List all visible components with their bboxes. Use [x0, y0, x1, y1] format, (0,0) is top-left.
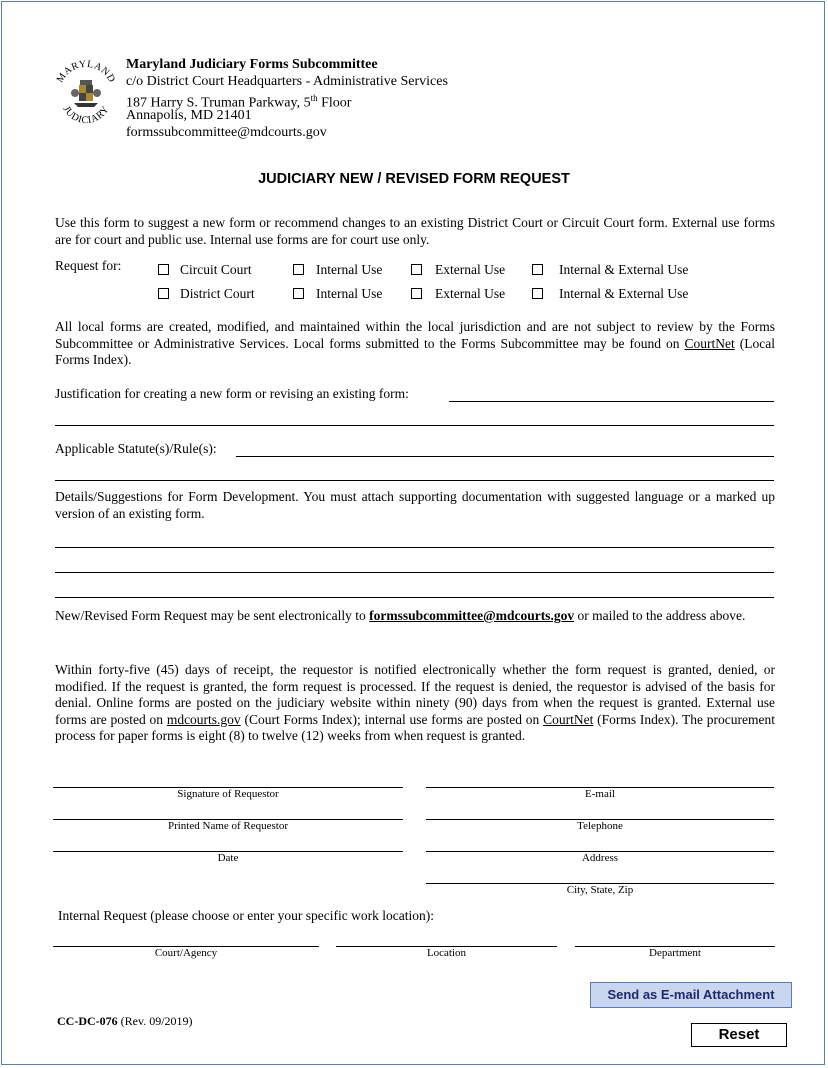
reset-button[interactable]: Reset: [691, 1023, 787, 1047]
courtnet-link[interactable]: CourtNet: [684, 335, 735, 351]
label-district-court: District Court: [180, 286, 255, 301]
checkbox-district-both[interactable]: [532, 288, 543, 299]
send-email-attachment-button[interactable]: Send as E-mail Attachment: [590, 982, 792, 1008]
statute-label: Applicable Statute(s)/Rule(s):: [55, 441, 217, 456]
checkbox-district-external[interactable]: [411, 288, 422, 299]
send-note-post: or mailed to the address above.: [574, 608, 746, 623]
send-note-pre: New/Revised Form Request may be sent electronically to: [55, 608, 370, 623]
local-forms-body: All local forms are created, modified, and maintained within the local jurisdiction and are not subject to review by the Forms Subcommittee or Administrative Services. Local forms submitted to the Forms Subcommittee may be found on: [55, 319, 775, 351]
label-circuit-external: External Use: [435, 262, 506, 277]
checkbox-district-internal[interactable]: [293, 288, 304, 299]
org-name: Maryland Judiciary Forms Subcommittee: [126, 57, 378, 72]
process-text: [55, 662, 775, 745]
header-line4: Annapolis, MD 21401: [126, 108, 252, 123]
checkbox-circuit-external[interactable]: [411, 264, 422, 275]
local-forms-text: [55, 319, 775, 369]
details-label: Details/Suggestions for Form Development. You must attach supporting documentation with suggested language or a marked up version of an existing form.: [55, 489, 775, 521]
svg-text:JUDICIARY: [61, 104, 112, 126]
location-label: Location: [426, 947, 467, 959]
seal-top-text: MARYLAND: [54, 58, 118, 85]
court-agency-label: Court/Agency: [154, 947, 218, 959]
courtnet-forms-link[interactable]: CourtNet: [543, 711, 594, 727]
label-circuit-internal: Internal Use: [316, 262, 383, 277]
page-frame: [1, 1, 825, 1065]
statute-input-line-1[interactable]: [236, 456, 774, 457]
checkbox-district-court[interactable]: [158, 288, 169, 299]
details-input-line-1[interactable]: [55, 547, 774, 548]
send-note: [55, 608, 775, 625]
process-text-1: Within forty-five (45) days of receipt, the requestor is notified electronically whether the form request is granted, denied, or modified. If the request is granted, the form request is processed. If the request is denied, the requestor is advised of the basis for denial. Online forms are posted on the judiciary website within ninety (90) days from when the request is granted. External use forms are posted on: [55, 662, 775, 727]
intro-text: Use this form to suggest a new form or recommend changes to an existing District Court or Circuit Court form. External use forms are for court and public use. Internal use forms are for court use only.: [55, 215, 775, 247]
signature-label: Signature of Requestor: [177, 788, 279, 800]
form-code-number: CC-DC-076: [57, 1014, 118, 1028]
label-district-external: External Use: [435, 286, 506, 301]
city-state-zip-label: City, State, Zip: [566, 884, 634, 896]
seal-icon: [52, 55, 120, 135]
label-district-both: Internal & External Use: [559, 286, 689, 301]
justification-input-line-1[interactable]: [449, 401, 774, 402]
subcommittee-email-link[interactable]: formssubcommittee@mdcourts.gov: [369, 608, 575, 623]
header-line2: c/o District Court Headquarters - Administrative Services: [126, 74, 448, 89]
details-input-line-2[interactable]: [55, 572, 774, 573]
address-label: Address: [581, 852, 619, 864]
header-address-floor: Floor: [317, 95, 352, 111]
form-revision: (Rev. 09/2019): [117, 1014, 193, 1028]
internal-request-label: Internal Request (please choose or enter your specific work location):: [58, 908, 434, 923]
label-circuit-both: Internal & External Use: [559, 262, 689, 277]
date-label: Date: [217, 852, 239, 864]
department-label: Department: [649, 947, 701, 959]
label-circuit-court: Circuit Court: [180, 262, 252, 277]
checkbox-circuit-court[interactable]: [158, 264, 169, 275]
statute-input-line-2[interactable]: [55, 480, 774, 481]
form-title: JUDICIARY NEW / REVISED FORM REQUEST: [258, 171, 570, 187]
header-address-text: 187 Harry S. Truman Parkway, 5: [126, 95, 311, 111]
details-input-line-3[interactable]: [55, 597, 774, 598]
email-label: E-mail: [585, 788, 615, 800]
judiciary-seal: [52, 55, 120, 135]
telephone-label: Telephone: [577, 820, 623, 832]
local-forms-tail: (Local Forms Index).: [55, 335, 775, 367]
label-district-internal: Internal Use: [316, 286, 383, 301]
checkbox-circuit-both[interactable]: [532, 264, 543, 275]
process-text-2: (Court Forms Index); internal use forms are posted on: [240, 711, 544, 727]
header-email: formssubcommittee@mdcourts.gov: [126, 125, 327, 140]
form-code: [57, 1014, 193, 1029]
printed-name-label: Printed Name of Requestor: [167, 820, 289, 832]
process-text-3: (Forms Index). The procurement process for paper forms is eight (8) to twelve (12) weeks from when request is granted.: [55, 711, 776, 743]
checkbox-circuit-internal[interactable]: [293, 264, 304, 275]
seal-bottom-text: JUDICIARY: [60, 104, 112, 127]
mdcourts-link[interactable]: mdcourts.gov: [166, 711, 241, 727]
request-for-label: Request for:: [55, 258, 122, 273]
header-address-sup: th: [310, 93, 318, 103]
justification-input-line-2[interactable]: [55, 425, 774, 426]
justification-label: Justification for creating a new form or revising an existing form:: [55, 386, 409, 401]
